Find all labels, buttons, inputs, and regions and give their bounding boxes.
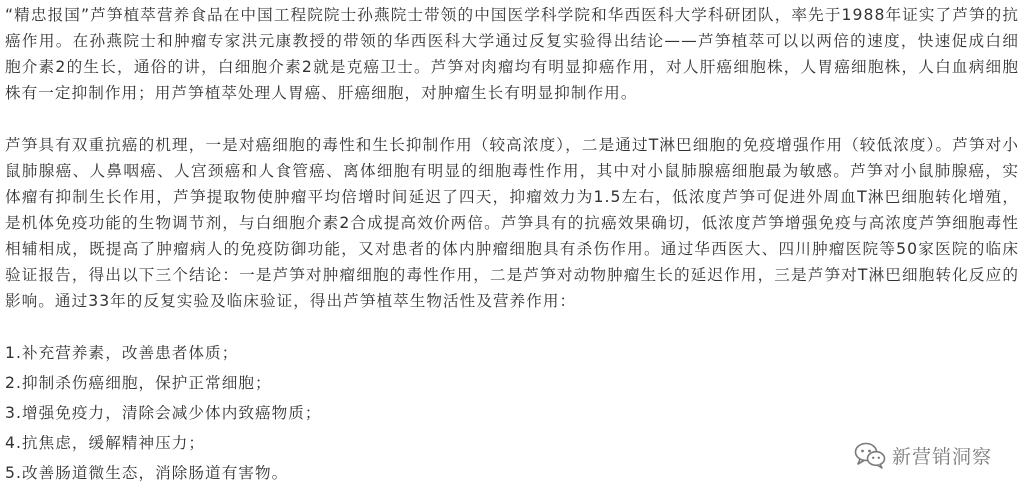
article-paragraph-mechanism: 芦笋具有双重抗癌的机理，一是对癌细胞的毒性和生长抑制作用（较高浓度），二是通过T淋巴细胞的免疫增强作用（较低浓度）。芦笋对小鼠肺腺癌、人鼻咽癌、人宫颈癌和人食管癌、离体细胞有明显的细胞毒性作用，其中对小鼠肺腺癌细胞最为敏感。芦笋对小鼠肺腺癌，实体瘤有抑制生长作用，芦笋提取物使肿瘤平均倍增时间延迟了四天，抑瘤效力为1.5左右，低浓度芦笋可促进外周血T淋巴细胞转化增殖，是机体免疫功能的生物调节剂，与白细胞介素2合成提高效价两倍。芦笋具有的抗癌效果确切，低浓度芦笋增强免疫与高浓度芦笋细胞毒性相辅相成，既提高了肿瘤病人的免疫防御功能，又对患者的体内肿瘤细胞具有杀伤作用。通过华西医大、四川肿瘤医院等50家医院的临床验证报告，得出以下三个结论：一是芦笋对肿瘤细胞的毒性作用，二是芦笋对动物肿瘤生长的延迟作用，三是芦笋对T淋巴细胞转化反应的影响。通过33年的反复实验及临床验证，得出芦笋植萃生物活性及营养作用： [5, 136, 1019, 310]
list-item: 1.补充营养素，改善患者体质； [5, 344, 239, 362]
article-paragraph-intro: “精忠报国”芦笋植萃营养食品在中国工程院院士孙燕院士带领的中国医学科学院和华西医科大学科研团队，率先于1988年证实了芦笋的抗癌作用。在孙燕院士和肿瘤专家洪元康教授的带领的华西医科大学通过反复实验得出结论——芦笋植萃可以以两倍的速度，快速促成白细胞介素2的生长，通俗的讲，白细胞介素2就是克癌卫士。芦笋对肉瘤均有明显抑癌作用，对人肝癌细胞株，人胃癌细胞株，人白血病细胞株有一定抑制作用；用芦笋植萃处理人胃癌、肝癌细胞，对肿瘤生长有明显抑制作用。 [5, 6, 1019, 102]
watermark [854, 441, 992, 469]
article-body [5, 2, 1019, 490]
list-item: 4.抗焦虑，缓解精神压力； [5, 434, 206, 452]
wechat-icon [854, 441, 886, 469]
list-item: 3.增强免疫力，清除会减少体内致癌物质； [5, 404, 322, 422]
list-item: 2.抑制杀伤癌细胞，保护正常细胞； [5, 374, 272, 392]
watermark-text: 新营销洞察 [891, 445, 992, 468]
list-item: 5.改善肠道微生态，消除肠道有害物。 [5, 464, 289, 482]
